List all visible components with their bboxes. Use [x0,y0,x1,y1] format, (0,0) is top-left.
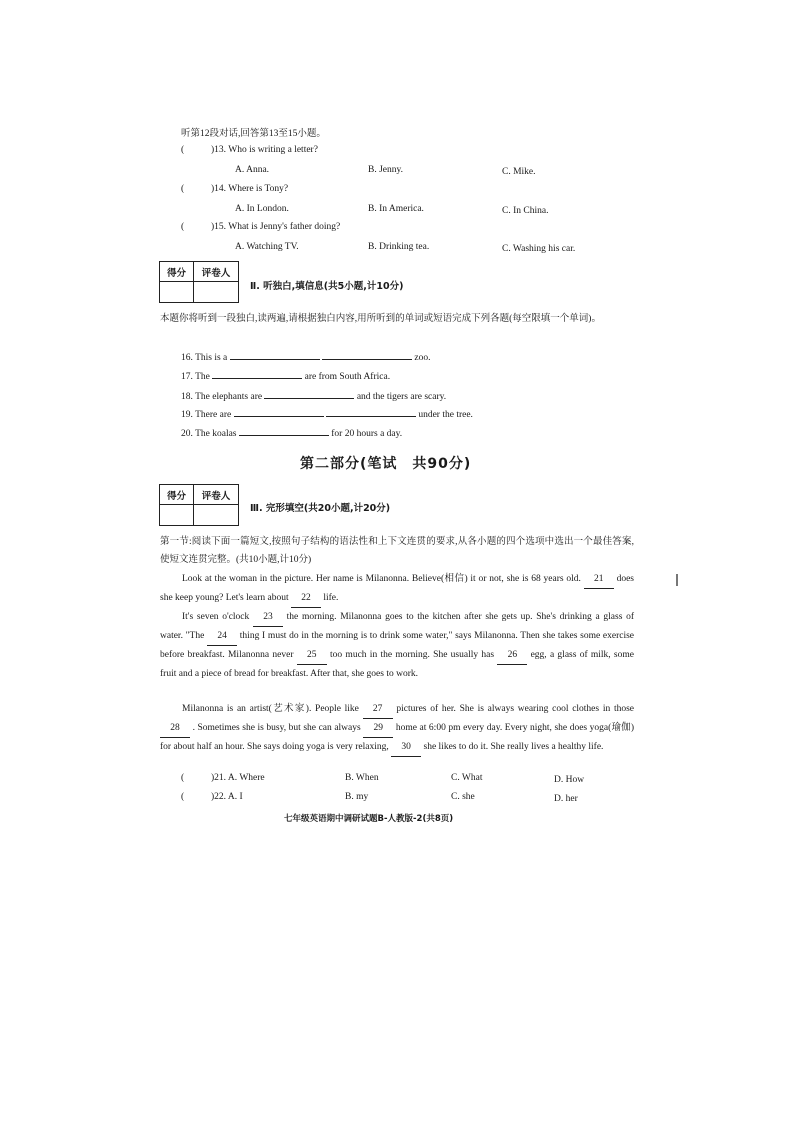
passage-text: too much in the morning. She usually has [330,650,495,660]
fill-item-19 [181,407,473,420]
score-label: 得分 [160,262,194,282]
cloze-blank-28[interactable]: 28 [160,719,190,738]
score-box [159,261,239,303]
score-cell[interactable] [160,505,194,525]
answer-paren[interactable]: ( [181,792,185,802]
option-b: B. Jenny. [368,165,404,175]
answer-paren[interactable]: ( [181,222,185,232]
option-c: C. What [451,773,483,783]
passage-text: she likes to do it. She really lives a healthy life. [423,742,604,752]
fill-suffix: zoo. [414,353,431,363]
fill-item-17 [181,369,390,382]
passage-text: the morning. Milanonna goes to the kitchen after she gets up. She's drinking a glass of water. "The [160,612,634,641]
part-title: 第二部分(笔试 共90分) [300,456,472,472]
question-21 [181,773,265,783]
option-b: B. In America. [368,204,424,214]
scan-mark [676,574,678,586]
answer-blank[interactable] [234,407,324,417]
passage-paragraph-2 [160,608,634,683]
grader-label: 评卷人 [194,262,238,282]
answer-paren[interactable]: ( [181,145,185,155]
cloze-blank-24[interactable]: 24 [207,627,237,646]
option-b: B. When [345,773,379,783]
question-stem: )14. Where is Tony? [211,184,289,194]
fill-suffix: and the tigers are scary. [356,392,447,402]
cloze-blank-27[interactable]: 27 [363,700,393,719]
question-22 [181,792,243,802]
answer-blank[interactable] [212,369,302,379]
option-a: A. Anna. [235,165,270,175]
answer-paren[interactable]: ( [181,184,185,194]
answer-blank[interactable] [322,350,412,360]
fill-prefix: 20. The koalas [181,429,237,439]
cloze-blank-22[interactable]: 22 [291,589,321,608]
passage-text: life. [323,593,339,603]
passage-paragraph-3 [160,700,634,757]
answer-paren[interactable]: ( [181,773,185,783]
fill-item-16 [181,350,431,363]
passage-text: does she keep young? Let's learn about [160,574,635,603]
option-c: C. she [451,792,475,802]
option-a: A. In London. [235,204,289,214]
passage-text: Milanonna is an artist(艺术家). People like [182,704,359,714]
section-title: Ⅱ. 听独白,填信息(共5小题,计10分) [250,281,404,292]
option-b: B. Drinking tea. [368,242,430,252]
question-15 [181,222,340,232]
option-c: C. In China. [502,206,549,216]
option-b: B. my [345,792,369,802]
grader-cell[interactable] [194,505,238,525]
grader-cell[interactable] [194,282,238,302]
fill-item-18 [181,389,446,402]
answer-blank[interactable] [326,407,416,417]
option-d: D. her [554,794,578,804]
passage-text: It's seven o'clock [182,612,250,622]
fill-suffix: are from South Africa. [304,372,391,382]
section-title: Ⅲ. 完形填空(共20小题,计20分) [250,503,391,514]
cloze-blank-25[interactable]: 25 [297,646,327,665]
cloze-blank-23[interactable]: 23 [253,608,283,627]
cloze-blank-30[interactable]: 30 [391,738,421,757]
question-stem: )13. Who is writing a letter? [211,145,318,155]
option-a: A. Watching TV. [235,242,299,252]
passage-text: thing I must do in the morning is to drink some water," says Milanonna. Then she takes some exercise before breakfast. Milanonna never [160,631,635,660]
section-intro: 听第12段对话,回答第13至15小题。 [181,129,326,139]
question-14 [181,184,288,194]
passage-text: pictures of her. She is always wearing cool clothes in those [396,704,635,714]
passage-text: Look at the woman in the picture. Her name is Milanonna. Believe(相信) it or not, she is 68 years old. [182,574,581,584]
fill-suffix: under the tree. [418,410,473,420]
score-label: 得分 [160,485,194,505]
fill-suffix: for 20 hours a day. [331,429,403,439]
option-c: C. Mike. [502,167,536,177]
cloze-blank-26[interactable]: 26 [497,646,527,665]
passage-paragraph-1 [160,570,634,608]
fill-prefix: 16. This is a [181,353,228,363]
question-stem: )22. A. I [211,792,243,802]
passage-text: home at 6:00 pm every day. Every night, she does yoga(瑜伽) for about half an hour. She says doing yoga is very relaxing, [160,723,635,752]
cloze-blank-29[interactable]: 29 [363,719,393,738]
score-box [159,484,239,526]
answer-blank[interactable] [264,389,354,399]
section-instruction: 第一节:阅读下面一篇短文,按照句子结构的语法性和上下文连贯的要求,从各小题的四个选项中选出一个最佳答案,使短文连贯完整。(共10小题,计10分) [160,537,634,565]
fill-prefix: 19. There are [181,410,232,420]
fill-item-20 [181,426,402,439]
section-instruction: 本题你将听到一段独白,读两遍,请根据独白内容,用所听到的单词或短语完成下列各题(每空限填一个单词)。 [160,314,601,324]
passage-text: egg, a glass of milk, some fruit and a piece of bread for breakfast. After that, she goes to work. [160,650,634,679]
grader-label: 评卷人 [194,485,238,505]
option-d: D. How [554,775,585,785]
answer-blank[interactable] [230,350,320,360]
answer-blank[interactable] [239,426,329,436]
fill-prefix: 18. The elephants are [181,392,263,402]
passage-text: . Sometimes she is busy, but she can always [192,723,361,733]
fill-prefix: 17. The [181,372,210,382]
page-footer: 七年级英语期中调研试题B-人教版-2(共8页) [284,814,454,824]
question-stem: )15. What is Jenny's father doing? [211,222,341,232]
question-13 [181,145,318,155]
score-cell[interactable] [160,282,194,302]
cloze-blank-21[interactable]: 21 [584,570,614,589]
option-c: C. Washing his car. [502,244,576,254]
question-stem: )21. A. Where [211,773,265,783]
